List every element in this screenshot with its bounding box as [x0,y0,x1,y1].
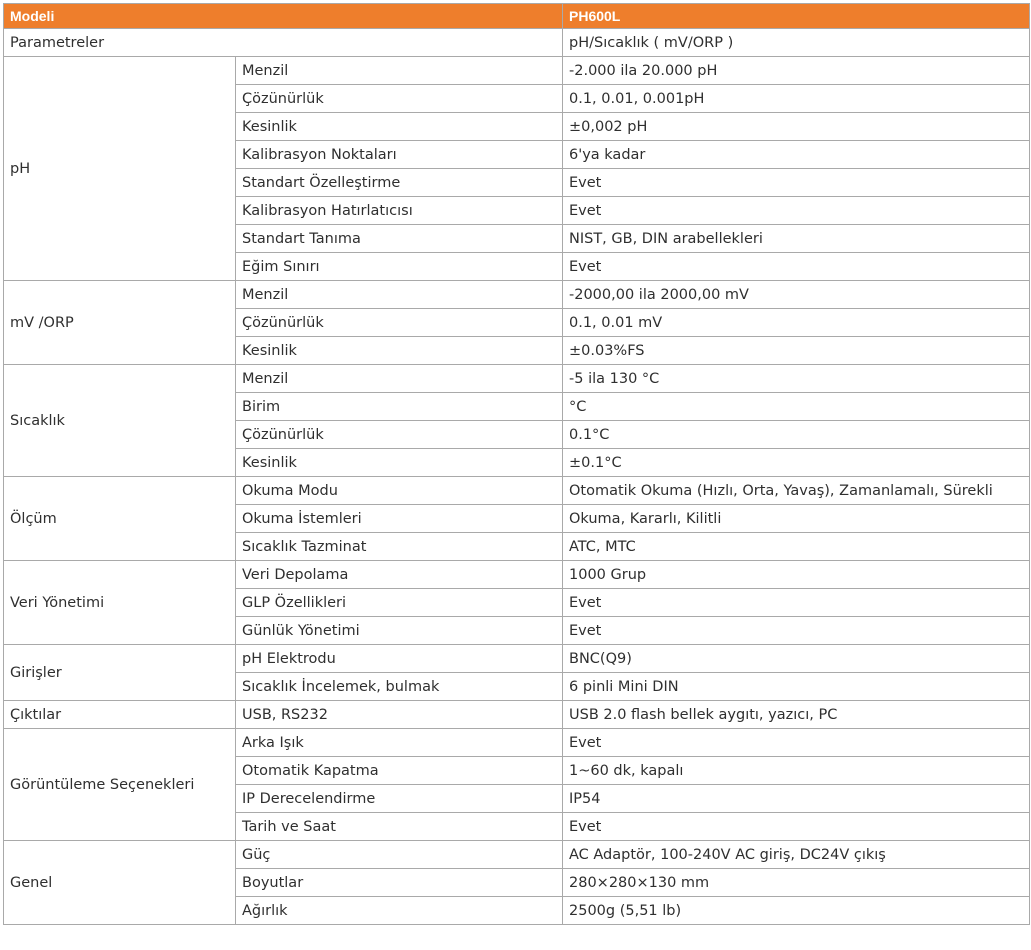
group-label: mV /ORP [4,281,236,365]
table-row [4,841,1030,869]
table-row [4,561,1030,589]
spec-label: Otomatik Kapatma [236,757,563,785]
spec-value: USB 2.0 flash bellek aygıtı, yazıcı, PC [563,701,1030,729]
table-row [4,477,1030,505]
spec-label: Standart Tanıma [236,225,563,253]
spec-value: -2.000 ila 20.000 pH [563,57,1030,85]
group-label: Ölçüm [4,477,236,561]
spec-label: Sıcaklık Tazminat [236,533,563,561]
spec-label: Okuma Modu [236,477,563,505]
spec-value: Evet [563,589,1030,617]
spec-value: ±0.1°C [563,449,1030,477]
spec-value: BNC(Q9) [563,645,1030,673]
spec-label: Boyutlar [236,869,563,897]
spec-label: pH Elektrodu [236,645,563,673]
spec-label: Çözünürlük [236,421,563,449]
spec-value: 6 pinli Mini DIN [563,673,1030,701]
spec-value: Evet [563,169,1030,197]
spec-label: Tarih ve Saat [236,813,563,841]
table-row [4,701,1030,729]
spec-value: Evet [563,729,1030,757]
spec-value: ±0,002 pH [563,113,1030,141]
spec-value: 2500g (5,51 lb) [563,897,1030,925]
spec-label: Ağırlık [236,897,563,925]
spec-value: NIST, GB, DIN arabellekleri [563,225,1030,253]
spec-value: Evet [563,617,1030,645]
spec-label: Kesinlik [236,449,563,477]
spec-label: Menzil [236,365,563,393]
spec-label: Birim [236,393,563,421]
spec-label: Sıcaklık İncelemek, bulmak [236,673,563,701]
spec-label: Veri Depolama [236,561,563,589]
model-value: PH600L [563,4,1030,29]
table-row [4,729,1030,757]
spec-value: Evet [563,253,1030,281]
table-row [4,57,1030,85]
spec-label: Kesinlik [236,337,563,365]
spec-label: GLP Özellikleri [236,589,563,617]
parameters-label: Parametreler [4,29,563,57]
spec-label: Kalibrasyon Hatırlatıcısı [236,197,563,225]
parameters-row [4,29,1030,57]
spec-value: 0.1°C [563,421,1030,449]
table-row [4,365,1030,393]
spec-label: Menzil [236,281,563,309]
spec-value: Okuma, Kararlı, Kilitli [563,505,1030,533]
model-label: Modeli [4,4,563,29]
spec-label: Arka Işık [236,729,563,757]
spec-label: Eğim Sınırı [236,253,563,281]
spec-label: Standart Özelleştirme [236,169,563,197]
spec-value: 1000 Grup [563,561,1030,589]
spec-value: °C [563,393,1030,421]
spec-body [4,29,1030,925]
group-label: Girişler [4,645,236,701]
spec-label: IP Derecelendirme [236,785,563,813]
group-label: Veri Yönetimi [4,561,236,645]
spec-label: Çözünürlük [236,85,563,113]
spec-value: AC Adaptör, 100-240V AC giriş, DC24V çıkış [563,841,1030,869]
spec-value: ±0.03%FS [563,337,1030,365]
spec-value: Evet [563,197,1030,225]
spec-value: Otomatik Okuma (Hızlı, Orta, Yavaş), Zamanlamalı, Sürekli [563,477,1030,505]
group-label: Genel [4,841,236,925]
spec-value: ATC, MTC [563,533,1030,561]
group-label: Sıcaklık [4,365,236,477]
spec-value: -5 ila 130 °C [563,365,1030,393]
group-label: Çıktılar [4,701,236,729]
spec-label: Kalibrasyon Noktaları [236,141,563,169]
group-label: Görüntüleme Seçenekleri [4,729,236,841]
spec-label: Günlük Yönetimi [236,617,563,645]
group-label: pH [4,57,236,281]
spec-label: Çözünürlük [236,309,563,337]
spec-label: Menzil [236,57,563,85]
table-header-row [4,4,1030,29]
table-row [4,645,1030,673]
parameters-value: pH/Sıcaklık ( mV/ORP ) [563,29,1030,57]
spec-value: Evet [563,813,1030,841]
spec-label: USB, RS232 [236,701,563,729]
spec-value: -2000,00 ila 2000,00 mV [563,281,1030,309]
table-row [4,281,1030,309]
spec-label: Güç [236,841,563,869]
spec-value: 0.1, 0.01, 0.001pH [563,85,1030,113]
spec-label: Okuma İstemleri [236,505,563,533]
spec-value: IP54 [563,785,1030,813]
spec-value: 280×280×130 mm [563,869,1030,897]
spec-label: Kesinlik [236,113,563,141]
spec-table [3,3,1030,925]
spec-value: 1~60 dk, kapalı [563,757,1030,785]
spec-value: 6'ya kadar [563,141,1030,169]
spec-value: 0.1, 0.01 mV [563,309,1030,337]
